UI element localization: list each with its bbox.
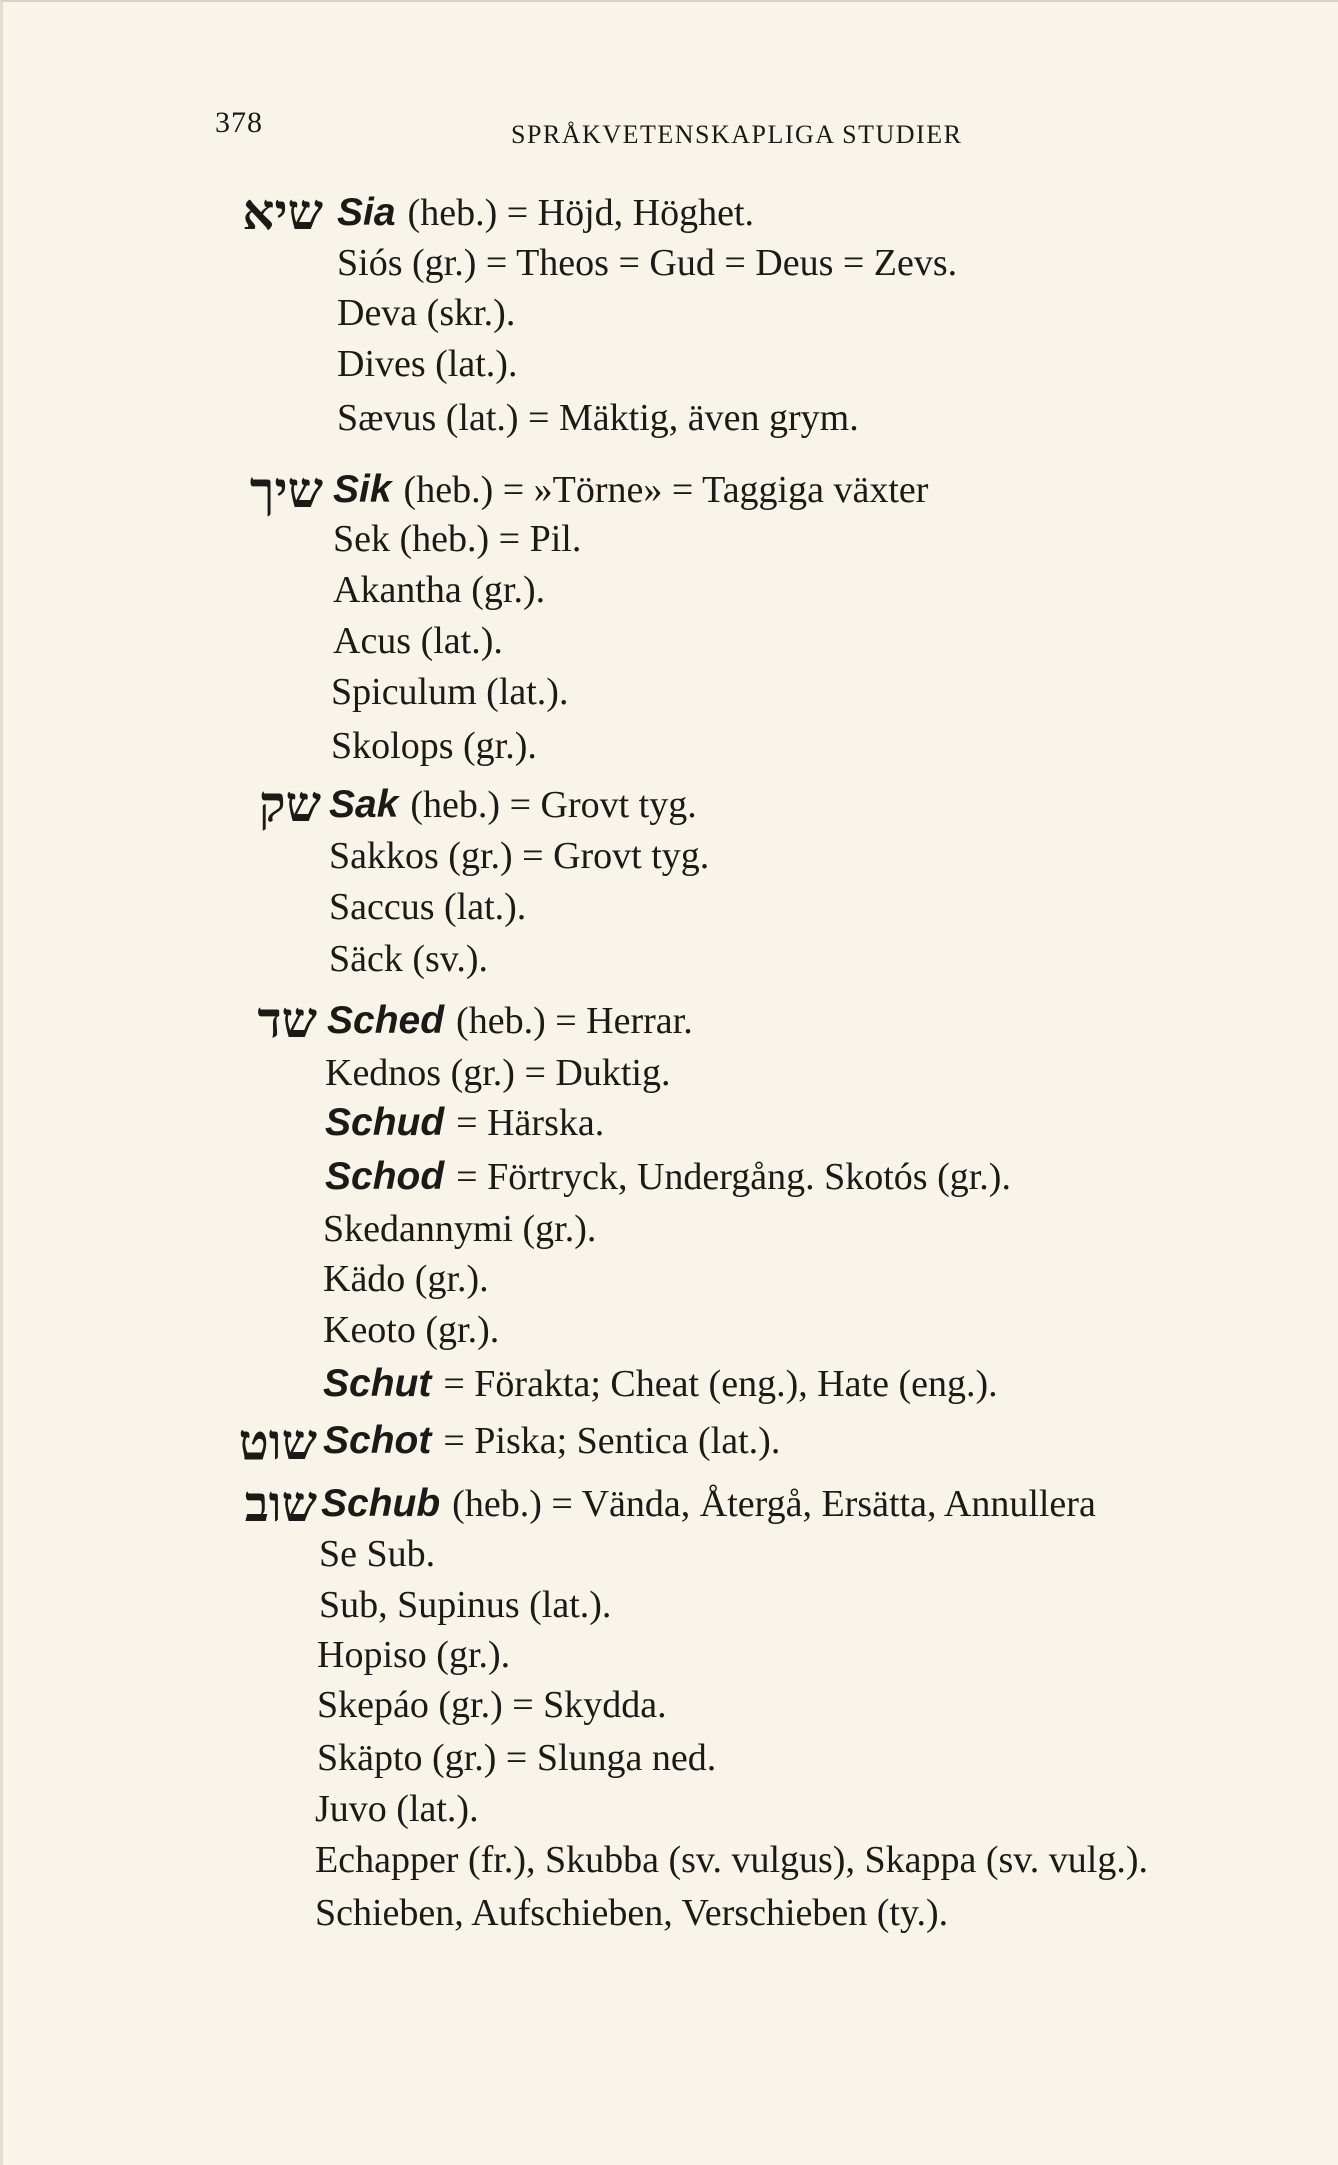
entry-line: Echapper (fr.), Skubba (sv. vulgus), Skappa (sv. vulg.). [315, 1839, 1149, 1881]
hebrew-word: שיא [242, 182, 323, 241]
entry-line [337, 188, 754, 238]
entry-line: Skedannymi (gr.). [323, 1208, 597, 1250]
entry-line: Juvo (lat.). [315, 1788, 479, 1830]
entry-line: Säck (sv.). [329, 938, 488, 980]
entry-line: Skepáo (gr.) = Skydda. [317, 1684, 667, 1726]
entry-line: Spiculum (lat.). [331, 671, 569, 713]
entry-line: Se Sub. [319, 1533, 436, 1575]
headword: Schod [325, 1155, 445, 1198]
definition: (heb.) = Höjd, Höghet. [407, 192, 755, 234]
definition: (heb.) = Vända, Återgå, Ersätta, Annullera [452, 1483, 1096, 1525]
hebrew-word: שוט [238, 1412, 317, 1471]
definition: = Förtryck, Undergång. Skotós (gr.). [456, 1156, 1011, 1198]
headword: Sak [329, 783, 399, 826]
entry-line: Sakkos (gr.) = Grovt tyg. [329, 835, 710, 877]
entry-line [321, 1479, 1096, 1529]
hebrew-word: שד [257, 990, 317, 1049]
headword: Sia [337, 191, 396, 234]
page-number: 378 [215, 106, 263, 139]
entry-line: Deva (skr.). [337, 292, 516, 334]
headword: Schut [323, 1362, 432, 1405]
entry-line: Skäpto (gr.) = Slunga ned. [317, 1737, 717, 1779]
entry-line: Skolops (gr.). [331, 725, 537, 767]
definition: (heb.) = Herrar. [456, 1000, 693, 1042]
definition: = Förakta; Cheat (eng.), Hate (eng.). [443, 1363, 998, 1405]
entry-line: Siós (gr.) = Theos = Gud = Deus = Zevs. [337, 242, 958, 284]
hebrew-word: שוב [244, 1474, 317, 1533]
entry-line [323, 1416, 780, 1466]
headword: Sched [327, 999, 445, 1042]
entry-line: Saccus (lat.). [329, 886, 527, 928]
hebrew-word: שיך [249, 460, 323, 519]
entry-line [325, 1152, 1011, 1202]
entry-line [333, 465, 928, 515]
entry-line: Keoto (gr.). [323, 1309, 500, 1351]
entry-line [329, 780, 697, 830]
headword: Schub [321, 1482, 441, 1525]
entry-line: Akantha (gr.). [333, 569, 546, 611]
entry-line: Schieben, Aufschieben, Verschieben (ty.). [315, 1892, 949, 1934]
entry-line: Acus (lat.). [333, 620, 503, 662]
entry-line: Kädo (gr.). [323, 1258, 489, 1300]
hebrew-word: שק [258, 774, 321, 833]
entry-line: Hopiso (gr.). [317, 1634, 511, 1676]
definition: = Piska; Sentica (lat.). [443, 1420, 781, 1462]
entry-line [327, 996, 693, 1046]
headword: Schud [325, 1101, 445, 1144]
definition: (heb.) = Grovt tyg. [410, 784, 697, 826]
definition: = Härska. [456, 1102, 605, 1144]
headword: Schot [323, 1419, 432, 1462]
entry-line: Dives (lat.). [337, 343, 518, 385]
entry-line: Sek (heb.) = Pil. [333, 518, 582, 560]
running-title: SPRÅKVETENSKAPLIGA STUDIER [511, 120, 963, 149]
entry-line [325, 1098, 604, 1148]
entry-line [323, 1359, 998, 1409]
entry-line: Kednos (gr.) = Duktig. [325, 1052, 671, 1094]
entry-line: Sub, Supinus (lat.). [319, 1584, 612, 1626]
headword: Sik [333, 468, 392, 511]
entry-line: Sævus (lat.) = Mäktig, även grym. [337, 397, 859, 439]
definition: (heb.) = »Törne» = Taggiga växter [403, 469, 929, 511]
